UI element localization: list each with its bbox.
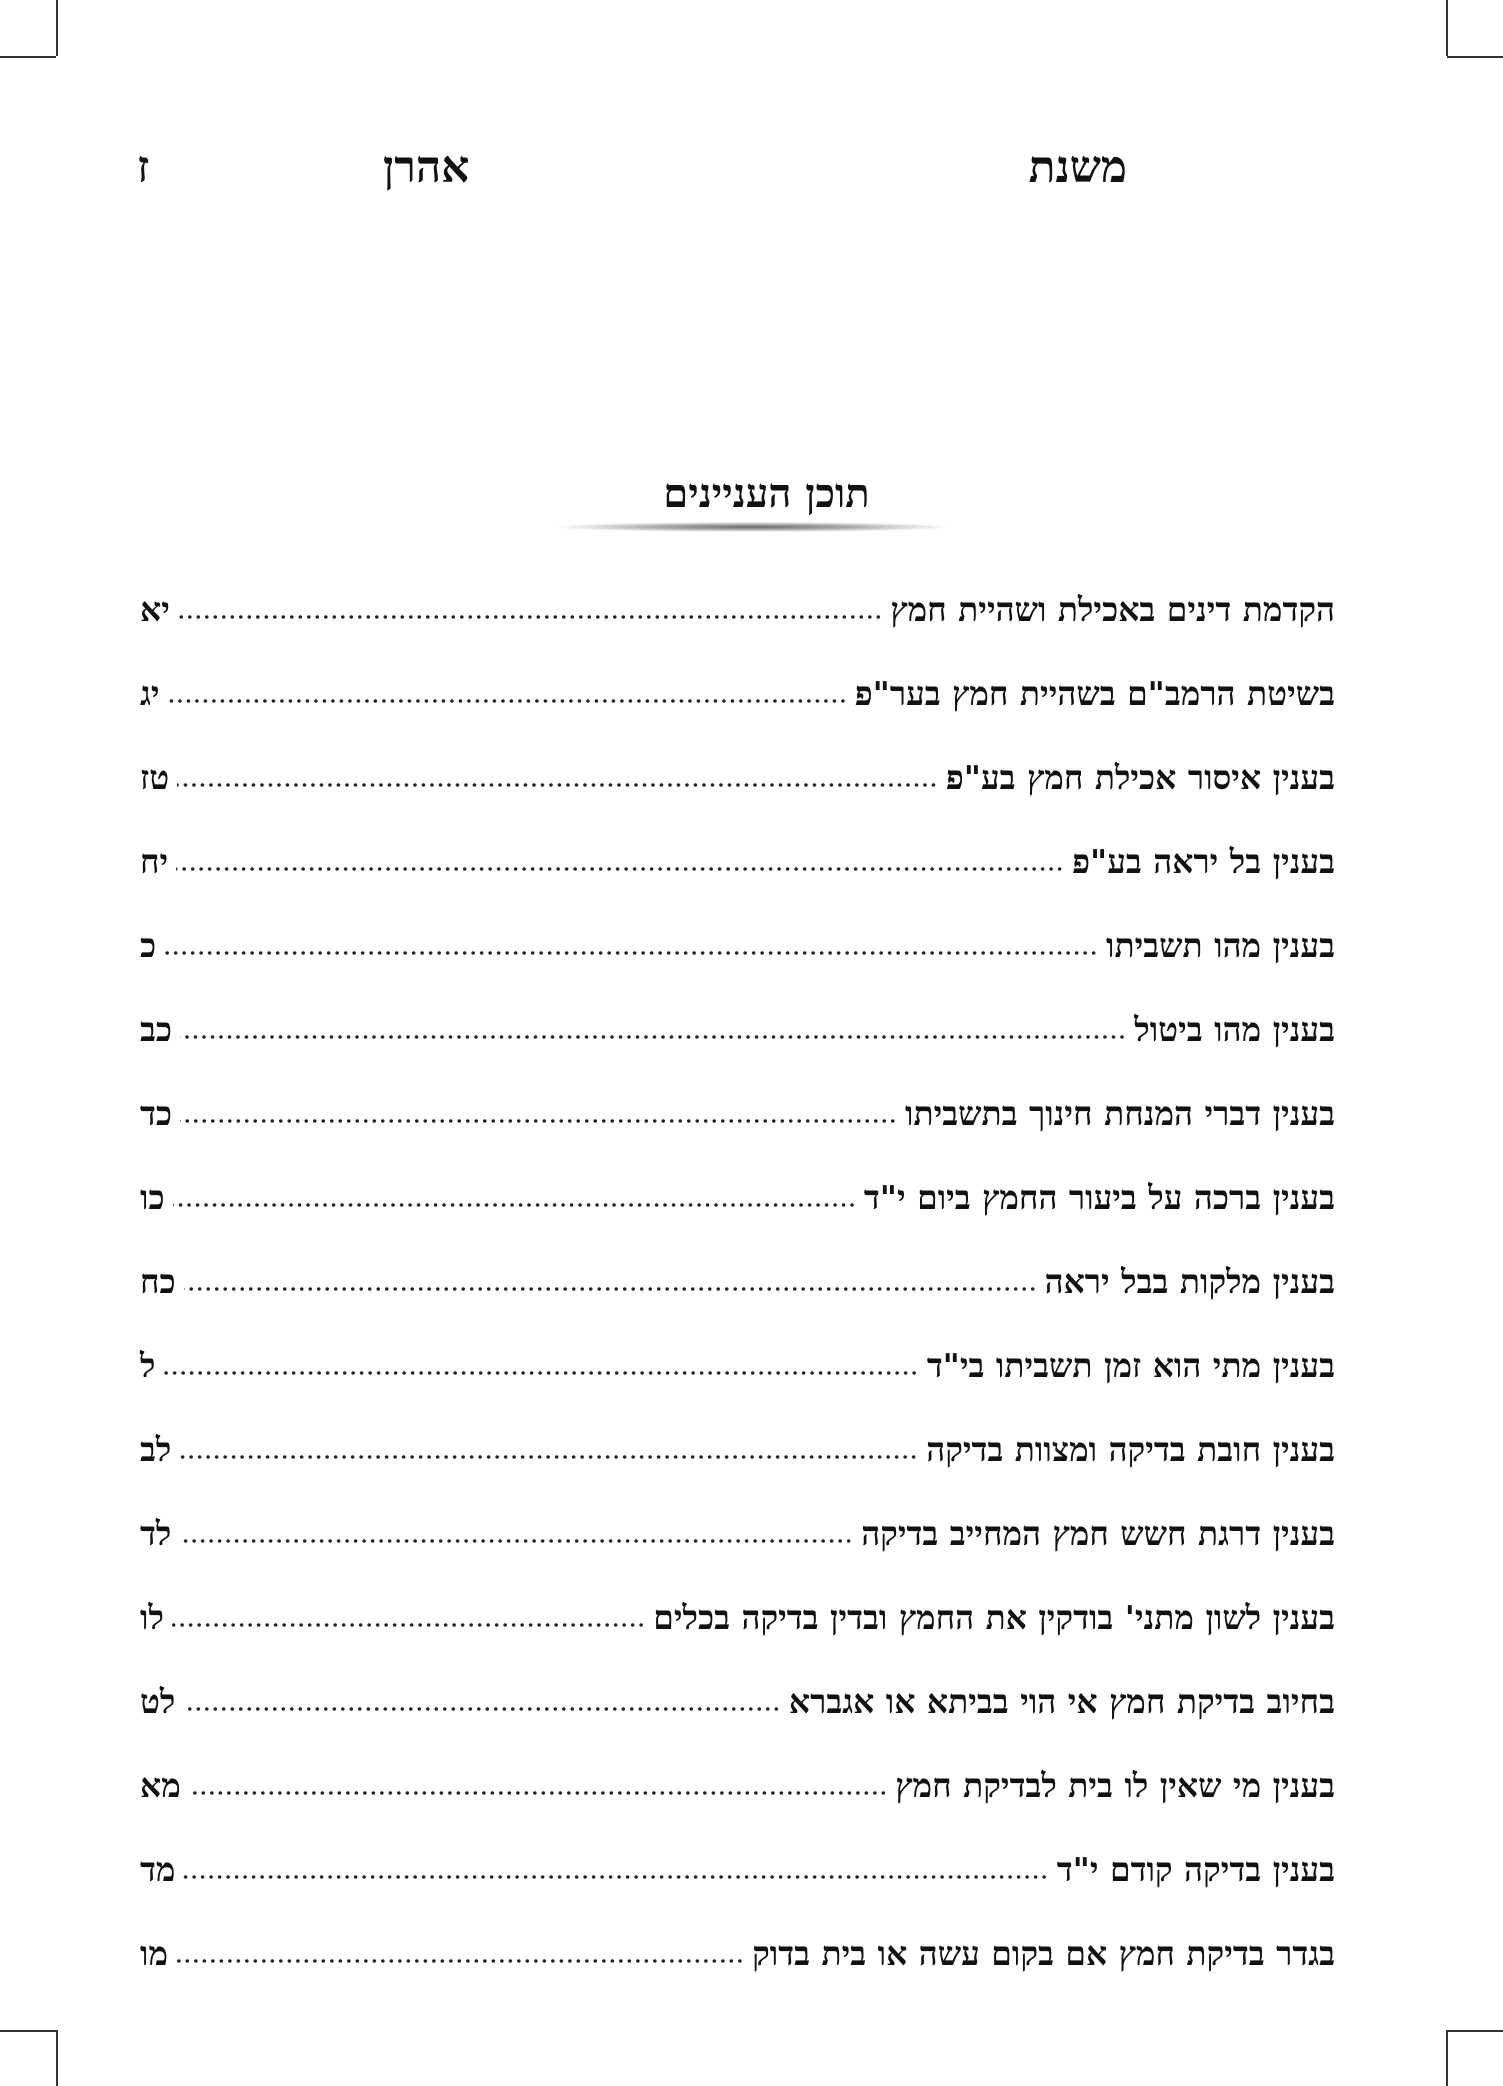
toc-entry-title: בענין דברי המנחת חינוך בתשביתו — [905, 1094, 1335, 1133]
toc-entry[interactable] — [140, 1072, 1335, 1156]
toc-entry[interactable] — [140, 988, 1335, 1072]
toc-entry-title: בענין לשון מתני' בודקין את החמץ ובדין בדיקה בכלים — [653, 1598, 1335, 1637]
toc-entry[interactable] — [140, 904, 1335, 988]
toc-dot-leader — [164, 950, 1098, 956]
toc-entry-page-number: כח — [140, 1262, 176, 1301]
section-title: תוכן העניינים — [663, 470, 870, 517]
toc-entry[interactable] — [140, 1324, 1335, 1408]
header-book-title-center: אהרן — [383, 142, 470, 193]
toc-entry[interactable] — [140, 1156, 1335, 1240]
toc-entry-title: בענין מתי הוא זמן תשביתו בי"ד — [926, 1346, 1335, 1385]
toc-entry-page-number: מא — [140, 1766, 181, 1805]
toc-entry-page-number: לט — [140, 1682, 176, 1721]
toc-entry-title: בענין מהו ביטול — [1134, 1010, 1335, 1049]
crop-mark-top-right-horizontal — [1447, 56, 1503, 58]
toc-entry-title: בענין מהו תשביתו — [1106, 926, 1335, 965]
toc-entry[interactable] — [140, 1240, 1335, 1324]
toc-entry-title: בענין מי שאין לו בית לבדיקת חמץ — [895, 1766, 1335, 1805]
crop-mark-top-right-vertical — [1446, 0, 1448, 56]
toc-entry-page-number: כו — [140, 1178, 165, 1217]
header-page-number: ז — [137, 142, 150, 193]
toc-entry[interactable] — [140, 820, 1335, 904]
toc-entry[interactable] — [140, 652, 1335, 736]
toc-entry-page-number: לו — [140, 1598, 164, 1637]
crop-mark-bottom-right-vertical — [1446, 2030, 1448, 2086]
toc-entry-page-number: כב — [140, 1010, 173, 1049]
toc-entry-page-number: מו — [140, 1934, 169, 1973]
toc-entry-title: בענין בדיקה קודם י"ד — [1056, 1850, 1335, 1889]
toc-dot-leader — [178, 614, 883, 620]
table-of-contents — [140, 568, 1335, 1996]
toc-entry-title: הקדמת דינים באכילת ושהיית חמץ — [890, 590, 1335, 629]
toc-dot-leader — [179, 1454, 918, 1460]
toc-entry[interactable] — [140, 1912, 1335, 1996]
toc-entry-page-number: ל — [140, 1346, 156, 1385]
toc-dot-leader — [173, 1202, 856, 1208]
toc-entry-page-number: טז — [140, 758, 170, 797]
toc-dot-leader — [183, 1874, 1048, 1880]
toc-entry-page-number: לב — [140, 1430, 172, 1469]
toc-entry[interactable] — [140, 1408, 1335, 1492]
toc-dot-leader — [176, 866, 1064, 872]
toc-dot-leader — [163, 1370, 918, 1376]
toc-entry-title: בגדר בדיקת חמץ אם בקום עשה או בית בדוק — [752, 1934, 1335, 1973]
toc-entry-title: בענין חובת בדיקה ומצוות בדיקה — [926, 1430, 1335, 1469]
toc-entry[interactable] — [140, 1576, 1335, 1660]
crop-mark-top-left-horizontal — [0, 56, 56, 58]
title-underline-rule — [558, 522, 948, 532]
toc-entry-page-number: יא — [140, 590, 170, 629]
toc-entry[interactable] — [140, 1744, 1335, 1828]
toc-dot-leader — [184, 1286, 1037, 1292]
crop-mark-bottom-left-horizontal — [0, 2030, 56, 2032]
toc-entry-title: בשיטת הרמב"ם בשהיית חמץ בער"פ — [854, 674, 1335, 713]
toc-dot-leader — [177, 782, 938, 788]
crop-mark-top-left-vertical — [56, 0, 58, 56]
toc-entry-page-number: יח — [140, 842, 169, 881]
toc-entry[interactable] — [140, 1828, 1335, 1912]
toc-entry-title: בחיוב בדיקת חמץ אי הוי בביתא או אגברא — [788, 1682, 1335, 1721]
toc-dot-leader — [180, 1034, 1126, 1040]
toc-entry[interactable] — [140, 1492, 1335, 1576]
running-header — [0, 138, 1503, 198]
toc-entry[interactable] — [140, 568, 1335, 652]
header-book-title-right: משנת — [1028, 142, 1127, 193]
toc-entry-page-number: יג — [140, 674, 160, 713]
toc-entry[interactable] — [140, 736, 1335, 820]
toc-dot-leader — [168, 698, 847, 704]
toc-entry-title: בענין מלקות בבל יראה — [1044, 1262, 1335, 1301]
toc-entry-title: בענין ברכה על ביעור החמץ ביום י"ד — [863, 1178, 1335, 1217]
toc-dot-leader — [183, 1706, 781, 1712]
toc-entry-title: בענין בל יראה בע"פ — [1072, 842, 1335, 881]
toc-dot-leader — [180, 1118, 897, 1124]
toc-dot-leader — [172, 1622, 645, 1628]
toc-dot-leader — [189, 1790, 888, 1796]
toc-entry-page-number: מד — [140, 1850, 176, 1889]
toc-dot-leader — [176, 1958, 744, 1964]
toc-dot-leader — [179, 1538, 853, 1544]
toc-entry-page-number: כ — [140, 926, 157, 965]
crop-mark-bottom-left-vertical — [56, 2030, 58, 2086]
toc-entry-page-number: כד — [140, 1094, 173, 1133]
toc-entry-title: בענין דרגת חשש חמץ המחייב בדיקה — [861, 1514, 1335, 1553]
toc-entry[interactable] — [140, 1660, 1335, 1744]
toc-entry-title: בענין איסור אכילת חמץ בע"פ — [945, 758, 1335, 797]
toc-entry-page-number: לד — [140, 1514, 172, 1553]
section-title-container — [0, 466, 1503, 522]
crop-mark-bottom-right-horizontal — [1447, 2030, 1503, 2032]
